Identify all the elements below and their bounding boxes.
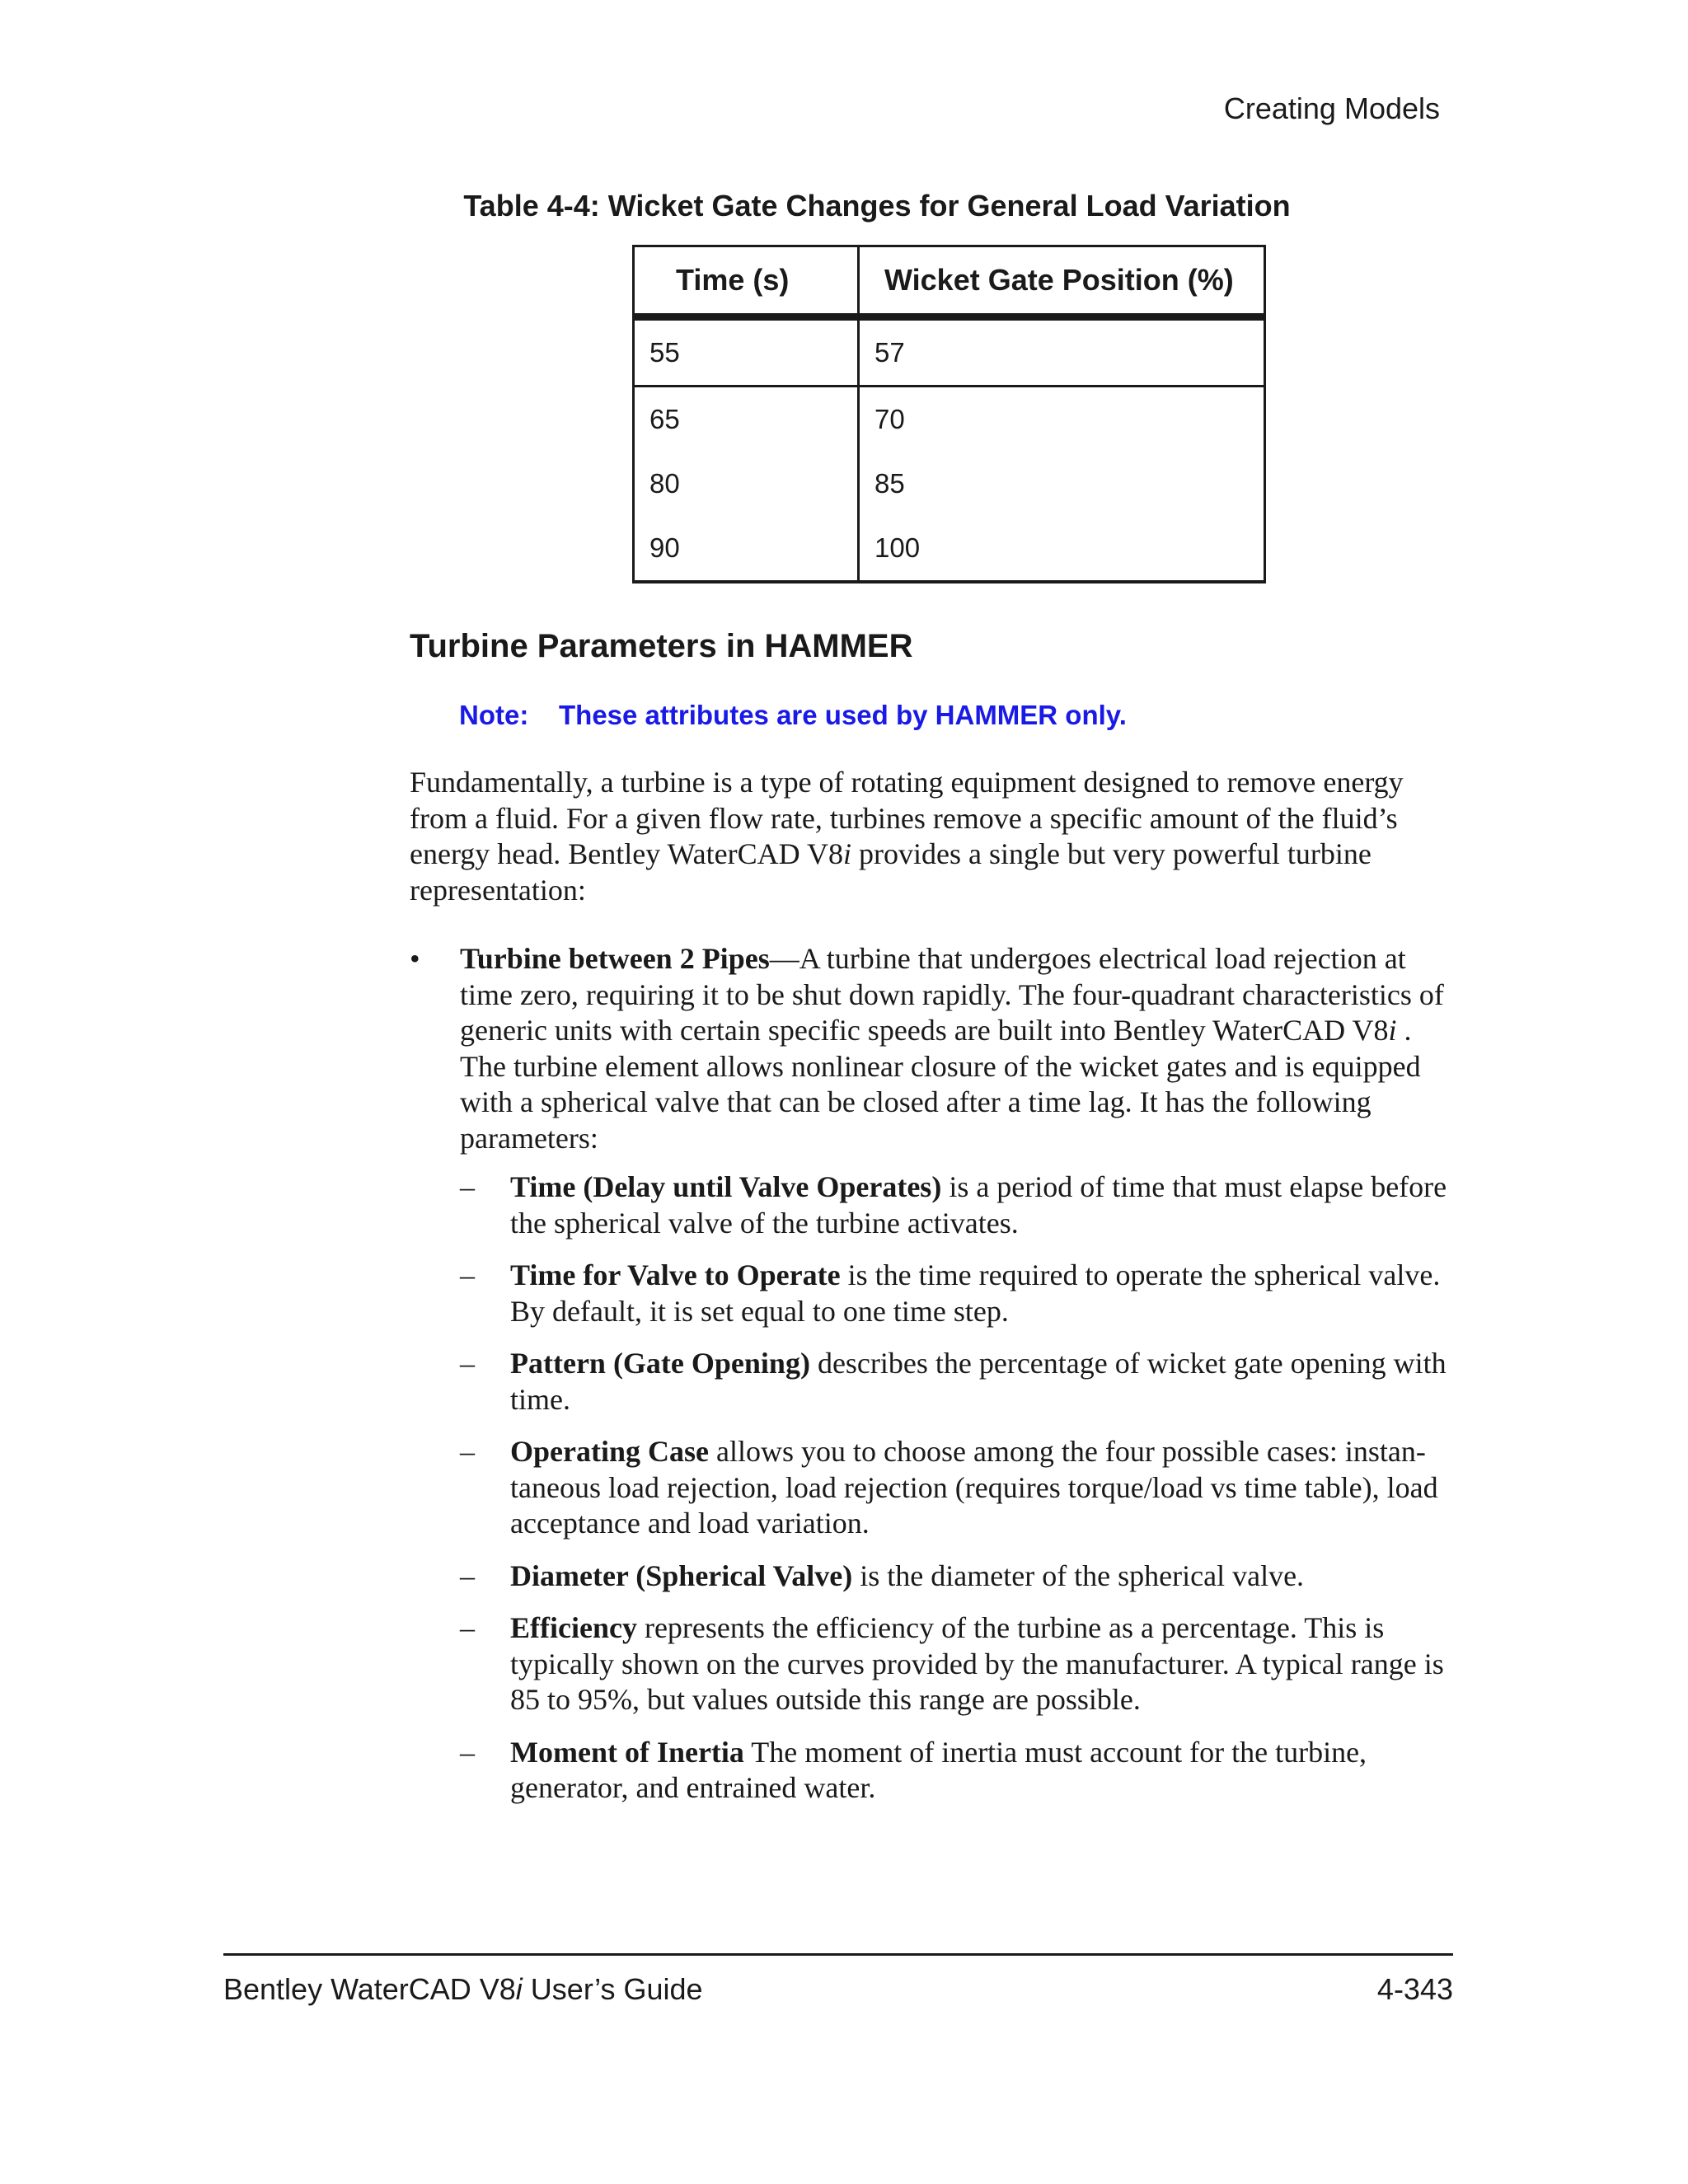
list-item: [410, 941, 1456, 1807]
table-cell: 100: [859, 516, 1265, 582]
list-item: [460, 1169, 1456, 1241]
param-text: The moment of inertia must account for the turbine, generator, and entrained water.: [510, 1735, 1367, 1804]
table-row: [634, 516, 1265, 582]
intro-text-italic: i: [842, 837, 851, 870]
table-cell: 65: [649, 404, 680, 434]
bullet-mark: •: [410, 942, 420, 975]
intro-paragraph: [410, 765, 1456, 908]
bullet-text-italic: i: [1388, 1014, 1397, 1047]
running-head: Creating Models: [1223, 91, 1440, 125]
note-text: These attributes are used by HAMMER only.: [559, 700, 1127, 730]
column-header-gate-position: Wicket Gate Position (%): [859, 246, 1265, 317]
param-text: is a period of time that must elapse before the spherical valve of the turbine activates.: [510, 1170, 1447, 1240]
list-item: [460, 1610, 1456, 1718]
footer-guide-title: [223, 1971, 703, 2008]
table-header-row: [634, 246, 1265, 317]
param-term: Efficiency: [510, 1611, 637, 1644]
table-cell: 57: [859, 317, 1265, 387]
list-item: [460, 1434, 1456, 1542]
dash-mark: –: [460, 1611, 475, 1644]
table-cell: 55: [634, 317, 859, 387]
param-term: Moment of Inertia: [510, 1735, 744, 1769]
dash-mark: –: [460, 1258, 475, 1291]
param-term: Operating Case: [510, 1435, 709, 1468]
param-text: describes the percentage of wicket gate opening with time.: [510, 1347, 1447, 1416]
table-cell: 85: [859, 452, 1265, 516]
list-item: [460, 1346, 1456, 1418]
dash-mark: –: [460, 1735, 475, 1769]
list-item: [460, 1558, 1456, 1595]
intro-text-a: Fundamentally, a turbine is a type of rotating equipment designed to remove energy from a fluid. For a given flow rate, turbines remove a specific amount of the fluid’s energy head. Bentley WaterCAD V8: [410, 766, 1404, 870]
dash-mark: –: [460, 1170, 475, 1203]
param-text: is the time required to operate the spherical valve. By default, it is set equal to one time step.: [510, 1258, 1441, 1328]
table-row: [634, 452, 1265, 516]
dash-mark: –: [460, 1435, 475, 1468]
footer-guide-a: Bentley WaterCAD V8: [223, 1972, 516, 2006]
intro-text-b: provides a single but very powerful turbine representation:: [410, 837, 1372, 907]
column-header-time: Time (s): [634, 246, 859, 317]
param-term: Time (Delay until Valve Operates): [510, 1170, 942, 1203]
wicket-gate-table: [632, 245, 1266, 583]
table-caption: Table 4-4: Wicket Gate Changes for General Load Variation: [463, 189, 1291, 223]
table-cell: 90: [634, 516, 859, 582]
bullet-text-a: —A turbine that undergoes electrical load rejection at time zero, requiring it to be shut down rapidly. The four-quadrant characteristics of generic units with certain specific speeds are built into Bentley WaterCAD V8: [460, 942, 1444, 1047]
table-row: [634, 387, 1265, 452]
param-text: represents the efficiency of the turbine as a percentage. This is typically shown on the curves provided by the manufacturer. A typical range is 85 to 95%, but values outside this range are possible.: [510, 1611, 1444, 1716]
param-term: Pattern (Gate Opening): [510, 1347, 810, 1380]
turbine-bullet-list: [410, 941, 1456, 1823]
footer-guide-b: User’s Guide: [522, 1972, 703, 2006]
table-cell: 80: [649, 468, 680, 499]
param-term: Diameter (Spherical Valve): [510, 1558, 853, 1592]
footer-guide-italic: i: [515, 1972, 523, 2006]
list-item: [460, 1258, 1456, 1329]
param-term: Time for Valve to Operate: [510, 1258, 841, 1291]
table-row: [634, 317, 1265, 387]
table-cell: 70: [859, 387, 1265, 452]
param-text: allows you to choose among the four possible cases: instan-taneous load rejection, load rejection (requires torque/load vs time table), load acceptance and load variation.: [510, 1435, 1438, 1540]
section-heading: Turbine Parameters in HAMMER: [410, 628, 913, 664]
note: [459, 699, 1127, 732]
param-text: is the diameter of the spherical valve.: [852, 1558, 1305, 1592]
list-item: [460, 1735, 1456, 1807]
bullet-term: Turbine between 2 Pipes: [460, 942, 770, 975]
bullet-text-b: . The turbine element allows nonlinear closure of the wicket gates and is equipped with a spherical valve that can be closed after a time lag. It has the following parameters:: [460, 1014, 1421, 1155]
parameter-list: [460, 1169, 1456, 1807]
page-number: 4-343: [1376, 1972, 1453, 2006]
dash-mark: –: [460, 1558, 475, 1592]
note-label: Note:: [459, 700, 529, 730]
dash-mark: –: [460, 1347, 475, 1380]
footer-rule: [223, 1953, 1453, 1956]
